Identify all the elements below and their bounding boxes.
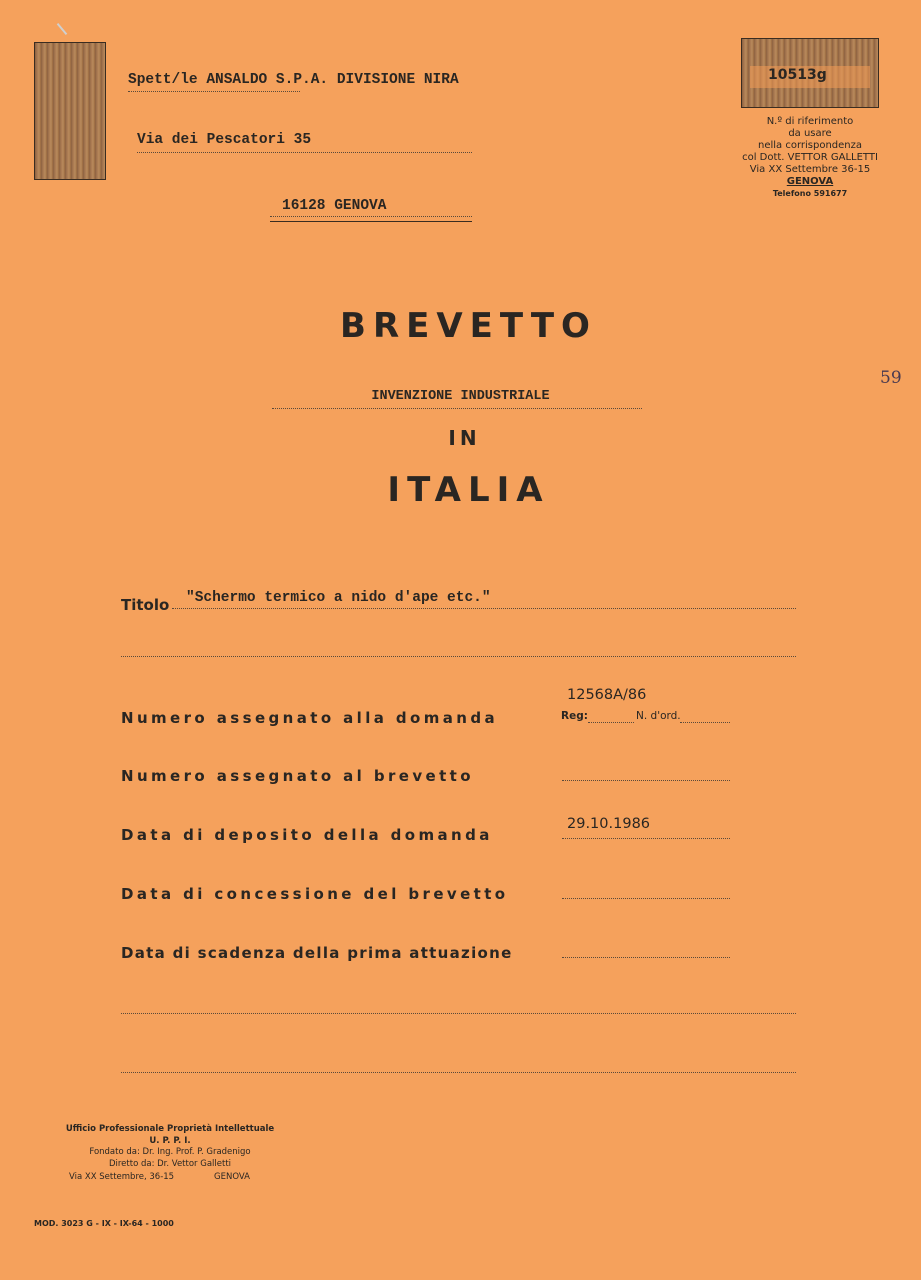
staple-mark [57, 23, 68, 35]
address-line-1: Spett/le ANSALDO S.P.A. DIVISIONE NIRA [128, 72, 459, 88]
titolo-rule [172, 608, 796, 609]
reference-note [715, 116, 905, 200]
address-line-3: 16128 GENOVA [282, 198, 387, 214]
footer-block [60, 1124, 280, 1170]
address-line-2-rule [137, 152, 472, 153]
blank-line-2 [121, 1072, 796, 1073]
data-deposito-label: Data di deposito della domanda [121, 826, 493, 844]
reference-note-line: Via XX Settembre 36-15 [749, 164, 871, 175]
patent-type: INVENZIONE INDUSTRIALE [371, 389, 550, 404]
footer-address: Via XX Settembre, 36-15 [69, 1172, 175, 1182]
margin-number: 59 [880, 368, 902, 388]
reference-note-city: GENOVA [786, 176, 834, 187]
data-deposito-value: 29.10.1986 [567, 816, 651, 832]
reg-rule [588, 722, 634, 723]
reference-note-line: col Dott. VETTOR GALLETTI [742, 152, 878, 163]
address-line-1-rule [128, 91, 300, 92]
reference-note-line: N.º di riferimento [766, 116, 854, 127]
footer-city: GENOVA [214, 1172, 250, 1182]
heading-country: ITALIA [387, 470, 550, 510]
numero-domanda-label: Numero assegnato alla domanda [121, 709, 499, 727]
numero-domanda-value: 12568A/86 [567, 687, 647, 703]
numero-brevetto-label: Numero assegnato al brevetto [121, 767, 474, 785]
reference-note-line: nella corrispondenza [757, 140, 863, 151]
data-deposito-rule [562, 838, 730, 839]
address-line-3-rule [270, 216, 472, 217]
reference-note-phone: Telefono 591677 [772, 189, 848, 198]
footer-model: MOD. 3023 G - IX - IX-64 - 1000 [34, 1219, 174, 1228]
heading-in: IN [448, 426, 481, 450]
reference-note-line: da usare [788, 128, 832, 139]
footer-directed: Diretto da: Dr. Vettor Galletti [108, 1158, 232, 1169]
blank-line-1 [121, 1013, 796, 1014]
footer-acronym: U. P. P. I. [149, 1135, 191, 1146]
reference-number: 10513g [768, 67, 827, 83]
footer-office: Ufficio Professionale Proprietà Intellettuale [65, 1124, 275, 1134]
data-scadenza-label: Data di scadenza della prima attuazione [121, 944, 513, 962]
address-line-3-underline [270, 221, 472, 222]
titolo-value: "Schermo termico a nido d'ape etc." [186, 590, 491, 606]
titolo-label: Titolo [121, 596, 170, 614]
data-concessione-rule [562, 898, 730, 899]
reg-label: Reg: [561, 710, 588, 722]
document-title: BREVETTO [340, 306, 597, 346]
data-concessione-label: Data di concessione del brevetto [121, 885, 509, 903]
address-line-2: Via dei Pescatori 35 [137, 132, 312, 148]
titolo-rule-2 [121, 656, 796, 657]
file-tab-swatch [34, 42, 106, 180]
nord-rule [680, 722, 730, 723]
nord-label: N. d'ord. [636, 710, 681, 722]
data-scadenza-rule [562, 957, 730, 958]
footer-founded: Fondato da: Dr. Ing. Prof. P. Gradenigo [89, 1147, 251, 1157]
numero-brevetto-rule [562, 780, 730, 781]
patent-type-rule [272, 408, 642, 409]
